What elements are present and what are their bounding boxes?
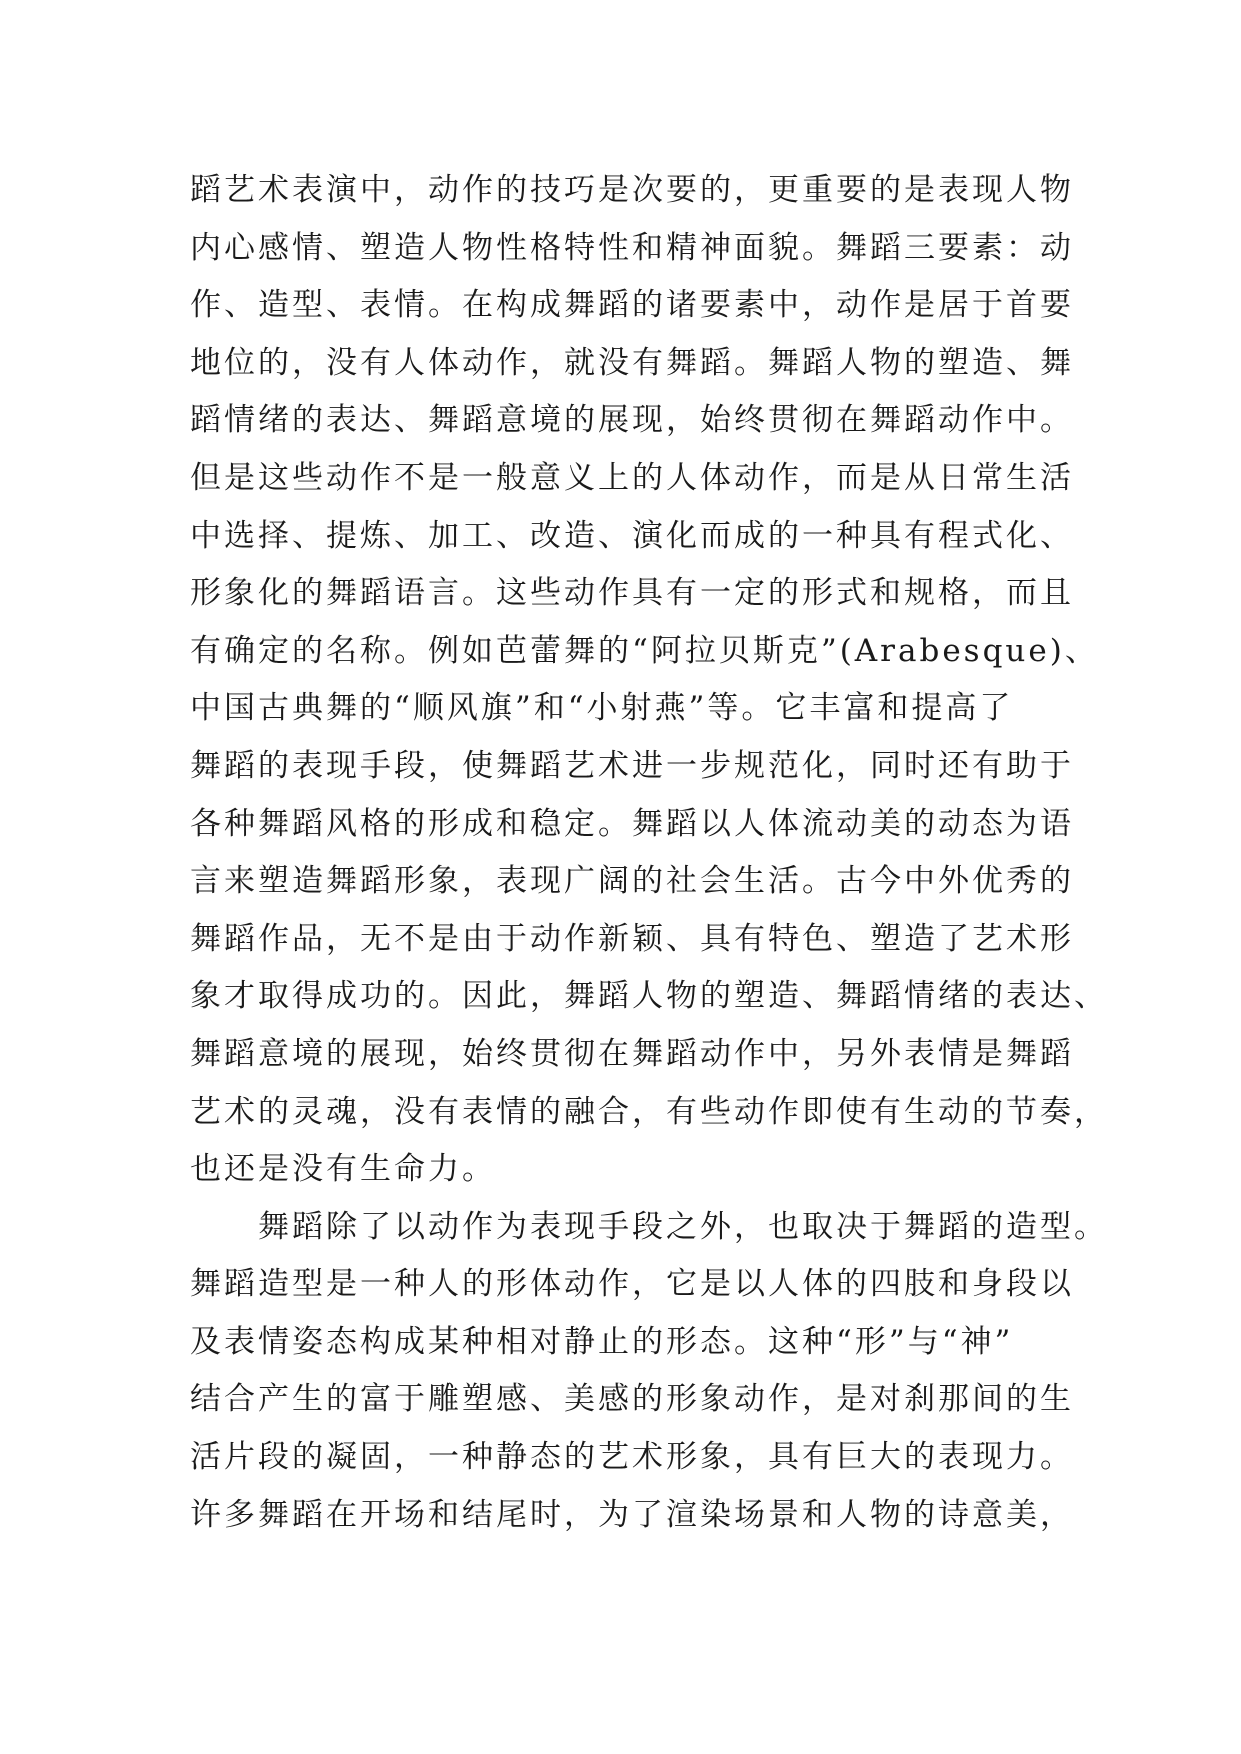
text-line: 内心感情、塑造人物性格特性和精神面貌。舞蹈三要素：动 xyxy=(190,229,1074,266)
text-line: 中国古典舞的“顺风旗”和“小射燕”等。它丰富和提高了 xyxy=(190,690,1014,727)
body-text xyxy=(190,162,1108,1544)
text-line-indented: 舞蹈除了以动作为表现手段之外，也取决于舞蹈的造型。 xyxy=(258,1208,1108,1245)
text-line: 言来塑造舞蹈形象，表现广阔的社会生活。古今中外优秀的 xyxy=(190,863,1074,900)
text-line: 中选择、提炼、加工、改造、演化而成的一种具有程式化、 xyxy=(190,517,1074,554)
text-line: 蹈情绪的表达、舞蹈意境的展现，始终贯彻在舞蹈动作中。 xyxy=(190,402,1074,439)
text-line: 也还是没有生命力。 xyxy=(190,1151,496,1188)
text-line: 舞蹈造型是一种人的形体动作，它是以人体的四肢和身段以 xyxy=(190,1266,1074,1303)
text-line: 形象化的舞蹈语言。这些动作具有一定的形式和规格，而且 xyxy=(190,575,1074,612)
text-line: 有确定的名称。例如芭蕾舞的“阿拉贝斯克”(Arabesque)、 xyxy=(190,632,1099,669)
paragraph-2 xyxy=(190,1199,1108,1545)
text-line: 象才取得成功的。因此，舞蹈人物的塑造、舞蹈情绪的表达、 xyxy=(190,978,1108,1015)
text-line: 舞蹈意境的展现，始终贯彻在舞蹈动作中，另外表情是舞蹈 xyxy=(190,1035,1074,1072)
text-line: 作、造型、表情。在构成舞蹈的诸要素中，动作是居于首要 xyxy=(190,287,1074,324)
text-line: 蹈艺术表演中，动作的技巧是次要的，更重要的是表现人物 xyxy=(190,172,1074,208)
text-line: 各种舞蹈风格的形成和稳定。舞蹈以人体流动美的动态为语 xyxy=(190,805,1074,842)
text-line: 许多舞蹈在开场和结尾时，为了渲染场景和人物的诗意美， xyxy=(190,1496,1074,1533)
text-line: 活片段的凝固，一种静态的艺术形象，具有巨大的表现力。 xyxy=(190,1439,1074,1476)
text-line: 舞蹈作品，无不是由于动作新颖、具有特色、塑造了艺术形 xyxy=(190,920,1074,957)
text-line: 舞蹈的表现手段，使舞蹈艺术进一步规范化，同时还有助于 xyxy=(190,747,1074,784)
text-line: 但是这些动作不是一般意义上的人体动作，而是从日常生活 xyxy=(190,459,1074,496)
paragraph-1 xyxy=(190,162,1108,1199)
text-line: 及表情姿态构成某种相对静止的形态。这种“形”与“神” xyxy=(190,1323,1014,1360)
text-line: 艺术的灵魂，没有表情的融合，有些动作即使有生动的节奏， xyxy=(190,1093,1108,1130)
text-line: 地位的，没有人体动作，就没有舞蹈。舞蹈人物的塑造、舞 xyxy=(190,344,1074,381)
text-line: 结合产生的富于雕塑感、美感的形象动作，是对刹那间的生 xyxy=(190,1381,1074,1418)
